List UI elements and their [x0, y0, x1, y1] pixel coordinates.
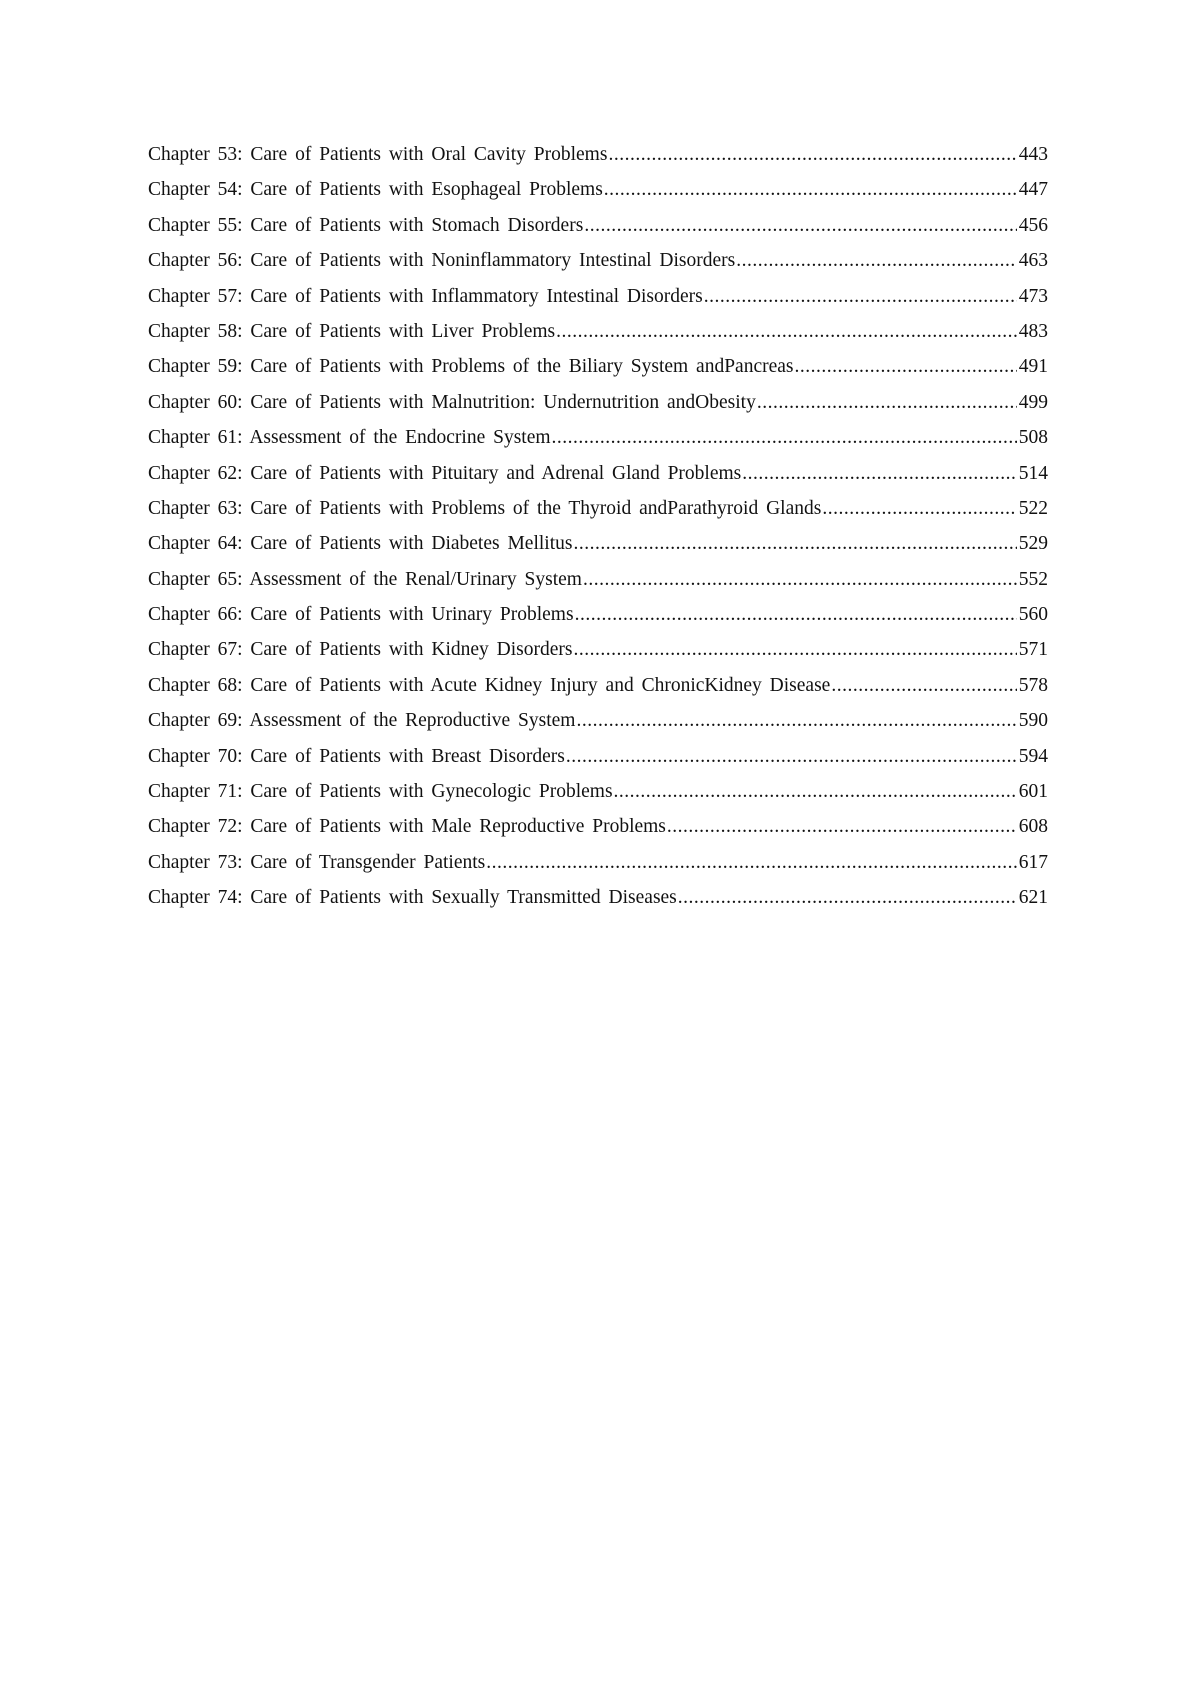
- dot-leader: [576, 703, 1016, 738]
- toc-entry[interactable]: [148, 703, 1048, 738]
- chapter-title: Chapter 74: Care of Patients with Sexually Transmitted Diseases: [148, 887, 677, 909]
- chapter-title: Chapter 72: Care of Patients with Male Reproductive Problems: [148, 816, 666, 838]
- dot-leader: [486, 845, 1017, 880]
- toc-entry[interactable]: [148, 809, 1048, 844]
- page-number: 514: [1018, 462, 1048, 484]
- chapter-title: Chapter 55: Care of Patients with Stomach Disorders: [148, 214, 584, 236]
- toc-entry[interactable]: [148, 172, 1048, 207]
- toc-entry[interactable]: [148, 526, 1048, 561]
- toc-entry[interactable]: [148, 845, 1048, 880]
- toc-entry[interactable]: [148, 137, 1048, 172]
- dot-leader: [556, 314, 1017, 349]
- chapter-title: Chapter 73: Care of Transgender Patients: [148, 851, 486, 873]
- page-number: 617: [1018, 851, 1048, 873]
- page-number: 483: [1018, 320, 1048, 342]
- chapter-title: Chapter 70: Care of Patients with Breast Disorders: [148, 745, 565, 767]
- page-number: 560: [1018, 604, 1048, 626]
- page-number: 499: [1018, 391, 1048, 413]
- toc-entry[interactable]: [148, 420, 1048, 455]
- toc-entry[interactable]: [148, 385, 1048, 420]
- toc-entry[interactable]: [148, 349, 1048, 384]
- page-number: 473: [1018, 285, 1048, 307]
- dot-leader: [583, 562, 1017, 597]
- dot-leader: [575, 597, 1017, 632]
- toc-entry[interactable]: [148, 668, 1048, 703]
- dot-leader: [608, 137, 1016, 172]
- page-number: 621: [1018, 887, 1048, 909]
- dot-leader: [831, 668, 1016, 703]
- page-number: 608: [1018, 816, 1048, 838]
- page-number: 552: [1018, 568, 1048, 590]
- toc-entry[interactable]: [148, 562, 1048, 597]
- chapter-title: Chapter 53: Care of Patients with Oral Cavity Problems: [148, 144, 608, 165]
- dot-leader: [573, 632, 1016, 667]
- dot-leader: [566, 739, 1017, 774]
- dot-leader: [757, 385, 1017, 420]
- chapter-title: Chapter 62: Care of Patients with Pituitary and Adrenal Gland Problems: [148, 462, 742, 484]
- chapter-title: Chapter 58: Care of Patients with Liver Problems: [148, 320, 556, 342]
- dot-leader: [604, 172, 1017, 207]
- chapter-title: Chapter 66: Care of Patients with Urinary Problems: [148, 604, 574, 626]
- table-of-contents: [148, 137, 1048, 916]
- toc-entry[interactable]: [148, 243, 1048, 278]
- toc-entry[interactable]: [148, 632, 1048, 667]
- page-number: 463: [1018, 250, 1048, 272]
- chapter-title: Chapter 57: Care of Patients with Inflammatory Intestinal Disorders: [148, 285, 703, 307]
- dot-leader: [552, 420, 1017, 455]
- page-number: 571: [1018, 639, 1048, 661]
- chapter-title: Chapter 67: Care of Patients with Kidney Disorders: [148, 639, 573, 661]
- chapter-title: Chapter 59: Care of Patients with Problems of the Biliary System andPancreas: [148, 356, 794, 378]
- page-number: 590: [1018, 710, 1048, 732]
- page-number: 594: [1018, 745, 1048, 767]
- chapter-title: Chapter 54: Care of Patients with Esophageal Problems: [148, 179, 603, 201]
- chapter-title: Chapter 56: Care of Patients with Noninflammatory Intestinal Disorders: [148, 250, 736, 272]
- page-number: 508: [1018, 427, 1048, 449]
- page-number: 522: [1018, 497, 1048, 519]
- chapter-title: Chapter 68: Care of Patients with Acute Kidney Injury and ChronicKidney Disease: [148, 674, 831, 696]
- dot-leader: [584, 208, 1016, 243]
- page-number: 456: [1018, 214, 1048, 236]
- page-number: 491: [1018, 356, 1048, 378]
- dot-leader: [742, 456, 1017, 491]
- page-number: 529: [1018, 533, 1048, 555]
- toc-entry[interactable]: [148, 279, 1048, 314]
- chapter-title: Chapter 61: Assessment of the Endocrine System: [148, 427, 551, 449]
- toc-entry[interactable]: [148, 456, 1048, 491]
- chapter-title: Chapter 65: Assessment of the Renal/Urinary System: [148, 568, 582, 590]
- toc-entry[interactable]: [148, 208, 1048, 243]
- dot-leader: [614, 774, 1017, 809]
- toc-entry[interactable]: [148, 739, 1048, 774]
- chapter-title: Chapter 69: Assessment of the Reproductive System: [148, 710, 576, 732]
- dot-leader: [573, 526, 1016, 561]
- page-number: 447: [1018, 179, 1048, 201]
- dot-leader: [704, 279, 1017, 314]
- chapter-title: Chapter 63: Care of Patients with Problems of the Thyroid andParathyroid Glands: [148, 497, 822, 519]
- page-number: 601: [1018, 781, 1048, 803]
- dot-leader: [667, 809, 1017, 844]
- dot-leader: [822, 491, 1016, 526]
- dot-leader: [795, 349, 1017, 384]
- chapter-title: Chapter 64: Care of Patients with Diabetes Mellitus: [148, 533, 573, 555]
- toc-entry[interactable]: [148, 491, 1048, 526]
- chapter-title: Chapter 71: Care of Patients with Gynecologic Problems: [148, 781, 613, 803]
- toc-entry[interactable]: [148, 314, 1048, 349]
- toc-entry[interactable]: [148, 774, 1048, 809]
- chapter-title: Chapter 60: Care of Patients with Malnutrition: Undernutrition andObesity: [148, 391, 756, 413]
- page-number: 443: [1018, 144, 1048, 165]
- toc-entry[interactable]: [148, 597, 1048, 632]
- toc-entry[interactable]: [148, 880, 1048, 915]
- dot-leader: [736, 243, 1017, 278]
- page-number: 578: [1018, 674, 1048, 696]
- dot-leader: [678, 880, 1017, 915]
